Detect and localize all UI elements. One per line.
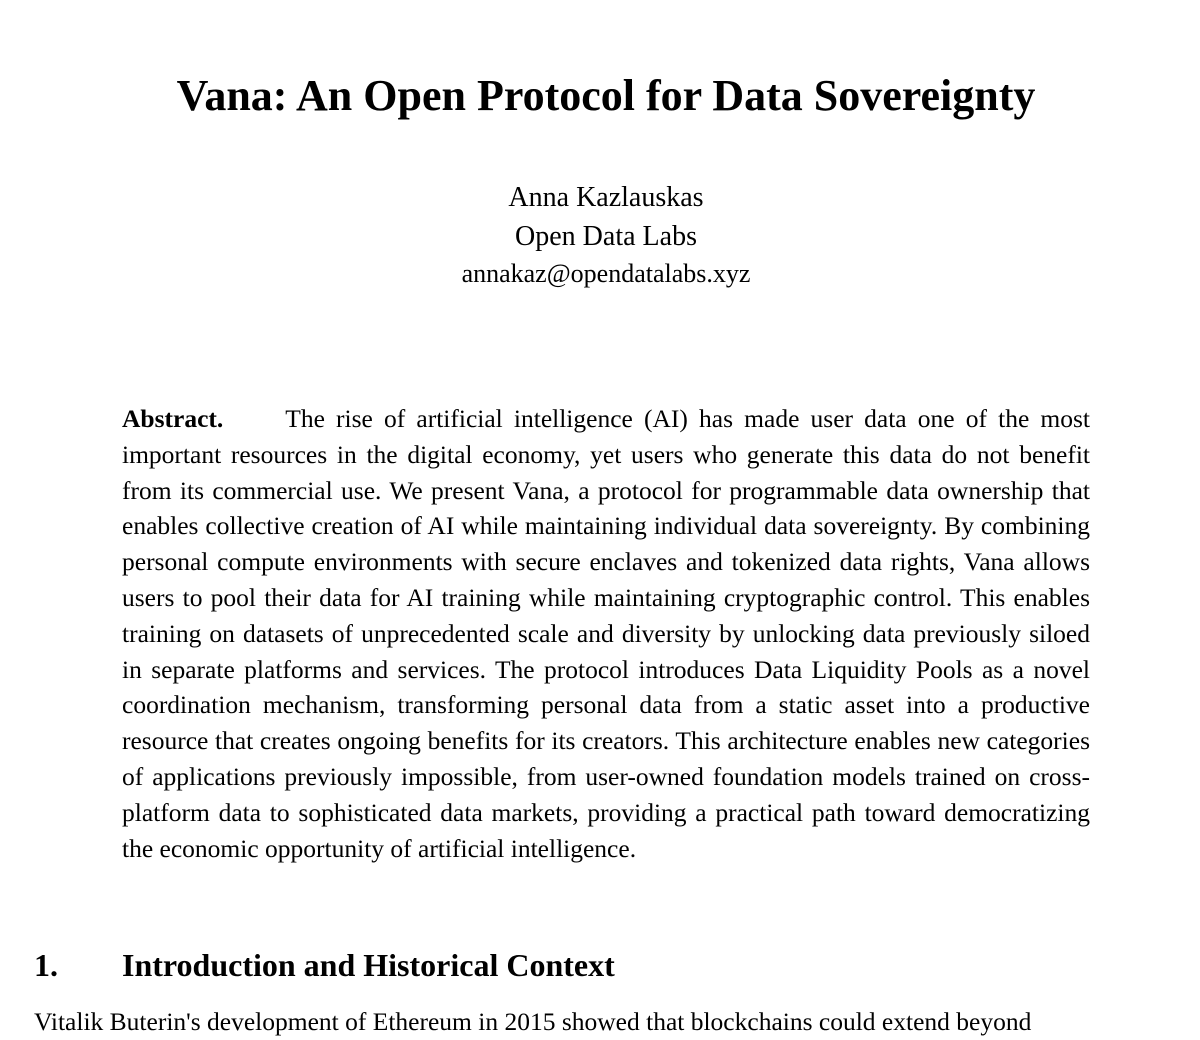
- section-heading: [34, 942, 615, 988]
- abstract: [122, 401, 1090, 866]
- paper-title: Vana: An Open Protocol for Data Sovereignty: [176, 71, 1036, 120]
- author-block: [0, 178, 1200, 292]
- abstract-label: Abstract.: [122, 404, 224, 433]
- author-affiliation: Open Data Labs: [515, 221, 697, 252]
- section-body-text: Vitalik Buterin's development of Ethereum in 2015 showed that blockchains could extend beyond: [34, 1007, 1032, 1036]
- author-name: Anna Kazlauskas: [508, 182, 704, 213]
- section-title: Introduction and Historical Context: [122, 947, 615, 983]
- abstract-text: The rise of artificial intelligence (AI) has made user data one of the most important resources in the digital economy, yet users who generate this data do not benefit from its commercial use. We present Vana, a protocol for programmable data ownership that enables collective creation of AI while maintaining individual data sovereignty. By combining personal compute environments with secure enclaves and tokenized data rights, Vana allows users to pool their data for AI training while maintaining cryptographic control. This enables training on datasets of unprecedented scale and diversity by unlocking data previously siloed in separate platforms and services. The protocol introduces Data Liquidity Pools as a novel coordination mechanism, transforming personal data from a static asset into a productive resource that creates ongoing benefits for its creators. This architecture enables new categories of applications previously impossible, from user-owned foundation models trained on cross-platform data to sophisticated data markets, providing a practical path toward democratizing the economic opportunity of artificial intelligence.: [122, 404, 1090, 863]
- section-number: 1.: [34, 947, 58, 983]
- author-email: annakaz@opendatalabs.xyz: [461, 259, 751, 288]
